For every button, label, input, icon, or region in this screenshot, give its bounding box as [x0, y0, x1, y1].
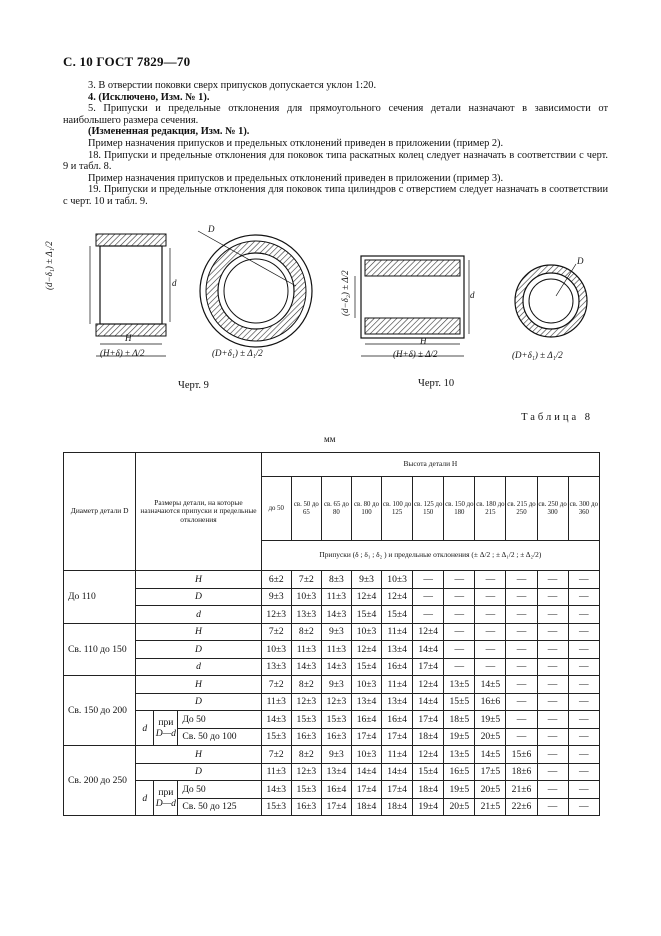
value-cell: 8±3 — [321, 571, 351, 589]
value-cell: 9±3 — [321, 676, 351, 694]
value-cell: — — [537, 588, 568, 606]
value-cell: — — [537, 711, 568, 729]
table-label: Таблица 8 — [521, 412, 593, 423]
allowance-table — [63, 452, 600, 816]
value-cell: — — [413, 588, 444, 606]
value-cell: 11±4 — [382, 623, 413, 641]
value-cell: 8±2 — [291, 746, 321, 764]
value-cell: — — [475, 641, 506, 659]
value-cell: — — [568, 781, 599, 799]
value-cell: — — [537, 781, 568, 799]
value-cell: — — [475, 606, 506, 624]
value-cell: 16±4 — [351, 711, 381, 729]
value-cell: — — [537, 693, 568, 711]
value-cell: — — [506, 711, 537, 729]
condition-pri: при — [158, 787, 174, 798]
group-label: Св. 200 до 250 — [64, 746, 136, 816]
value-cell: 18±4 — [413, 781, 444, 799]
table-unit: мм — [324, 434, 336, 444]
size-symbol: H — [136, 623, 261, 641]
value-cell: — — [568, 798, 599, 816]
value-cell: 15±3 — [321, 711, 351, 729]
body-text — [63, 80, 608, 208]
size-symbol: d — [136, 711, 154, 746]
value-cell: 18±6 — [506, 763, 537, 781]
value-cell: 7±2 — [261, 623, 291, 641]
value-cell: 15±4 — [413, 763, 444, 781]
value-cell: — — [537, 658, 568, 676]
value-cell: — — [506, 623, 537, 641]
value-cell: 14±3 — [321, 606, 351, 624]
paragraph: Пример назначения припусков и предельных отклонений приведен в приложении (пример 2). — [88, 137, 504, 149]
fig10-HH-label: (H+δ) ± Δ/2 — [393, 349, 438, 359]
value-cell: 10±3 — [291, 588, 321, 606]
figure-10-section — [350, 246, 480, 366]
value-cell: — — [506, 606, 537, 624]
condition-label — [154, 711, 178, 746]
table-row — [64, 571, 600, 589]
value-cell: — — [568, 676, 599, 694]
value-cell: 15±4 — [382, 606, 413, 624]
value-cell: 13±5 — [444, 746, 475, 764]
value-cell: 13±3 — [261, 658, 291, 676]
value-cell: 21±6 — [506, 781, 537, 799]
value-cell: 16±3 — [291, 728, 321, 746]
header-height-col: св. 250 до 300 — [537, 477, 568, 541]
value-cell: 19±4 — [413, 798, 444, 816]
value-cell: 12±4 — [413, 676, 444, 694]
value-cell: 18±5 — [444, 711, 475, 729]
value-cell: 15±3 — [261, 798, 291, 816]
paragraph: 19. Припуски и предельные отклонения для поковок типа цилиндров с отверстием следует назначать в соответствии с черт. 10 и табл. 9. — [63, 184, 608, 207]
sub-range: Св. 50 до 100 — [178, 728, 261, 746]
paragraph: 3. В отверстии поковки сверх припусков допускается уклон 1:20. — [88, 80, 377, 91]
value-cell: 18±4 — [382, 798, 413, 816]
value-cell: — — [475, 588, 506, 606]
size-symbol: D — [136, 641, 261, 659]
size-symbol: D — [136, 693, 261, 711]
header-height-col: св. 215 до 250 — [506, 477, 537, 541]
value-cell: 14±3 — [291, 658, 321, 676]
value-cell: 15±6 — [506, 746, 537, 764]
value-cell: — — [568, 693, 599, 711]
value-cell: 12±4 — [413, 623, 444, 641]
size-symbol: H — [136, 676, 261, 694]
value-cell: 20±5 — [475, 728, 506, 746]
fig10-caption: Черт. 10 — [418, 378, 455, 389]
value-cell: — — [506, 571, 537, 589]
value-cell: 20±5 — [475, 781, 506, 799]
value-cell: 18±4 — [413, 728, 444, 746]
value-cell: 17±4 — [351, 781, 381, 799]
value-cell: 16±5 — [444, 763, 475, 781]
value-cell: — — [475, 623, 506, 641]
value-cell: — — [506, 658, 537, 676]
value-cell: — — [568, 763, 599, 781]
fig9-H-label: H — [125, 333, 132, 343]
value-cell: 14±5 — [475, 746, 506, 764]
value-cell: 16±4 — [382, 658, 413, 676]
value-cell: 13±5 — [444, 676, 475, 694]
value-cell: — — [537, 571, 568, 589]
value-cell: 11±3 — [321, 641, 351, 659]
table-row — [64, 658, 600, 676]
paragraph: 4. (Исключено, Изм. № 1). — [88, 91, 210, 103]
value-cell: 14±4 — [351, 763, 381, 781]
size-symbol: D — [136, 763, 261, 781]
value-cell: 9±3 — [351, 571, 381, 589]
condition-label — [154, 781, 178, 816]
fig10-d-label: d — [470, 290, 475, 300]
table-row — [64, 588, 600, 606]
value-cell: — — [568, 728, 599, 746]
size-symbol: H — [136, 746, 261, 764]
table-row — [64, 606, 600, 624]
size-symbol: H — [136, 571, 261, 589]
header-height-col: до 50 — [261, 477, 291, 541]
fig9-d-label: d — [172, 278, 177, 288]
value-cell: 7±2 — [261, 676, 291, 694]
header-height-col: св. 50 до 65 — [291, 477, 321, 541]
figure-9-ring — [196, 226, 316, 356]
value-cell: — — [568, 658, 599, 676]
value-cell: — — [568, 641, 599, 659]
value-cell: 16±4 — [321, 781, 351, 799]
value-cell: 9±3 — [321, 746, 351, 764]
value-cell: — — [568, 571, 599, 589]
value-cell: 13±4 — [351, 693, 381, 711]
value-cell: 14±5 — [475, 676, 506, 694]
value-cell: 15±3 — [261, 728, 291, 746]
value-cell: 12±3 — [291, 693, 321, 711]
value-cell: — — [537, 676, 568, 694]
header-height-col: св. 125 до 150 — [413, 477, 444, 541]
value-cell: 11±3 — [261, 693, 291, 711]
value-cell: — — [444, 623, 475, 641]
value-cell: 13±3 — [291, 606, 321, 624]
paragraph: (Измененная редакция, Изм. № 1). — [88, 126, 250, 138]
value-cell: 15±5 — [444, 693, 475, 711]
value-cell: 8±2 — [291, 676, 321, 694]
header-height-col: св. 100 до 125 — [382, 477, 413, 541]
table-row — [64, 781, 600, 799]
group-label: До 110 — [64, 571, 136, 624]
fig10-D-label: D — [577, 256, 584, 266]
value-cell: 19±5 — [475, 711, 506, 729]
group-label: Св. 110 до 150 — [64, 623, 136, 676]
value-cell: 18±4 — [351, 798, 381, 816]
value-cell: — — [506, 693, 537, 711]
table-row — [64, 746, 600, 764]
table-row — [64, 676, 600, 694]
value-cell: 10±3 — [351, 746, 381, 764]
fig10-left-dim: (d−δ₂) ± Δ/2 — [340, 270, 350, 316]
value-cell: — — [413, 606, 444, 624]
value-cell: 17±4 — [413, 711, 444, 729]
table-row — [64, 693, 600, 711]
value-cell: — — [537, 746, 568, 764]
value-cell: 16±6 — [475, 693, 506, 711]
sub-range: Св. 50 до 125 — [178, 798, 261, 816]
value-cell: — — [568, 746, 599, 764]
value-cell: 8±2 — [291, 623, 321, 641]
value-cell: — — [444, 606, 475, 624]
value-cell: 12±4 — [351, 641, 381, 659]
value-cell: 16±3 — [321, 728, 351, 746]
table-row — [64, 763, 600, 781]
value-cell: 11±4 — [382, 746, 413, 764]
value-cell: 12±3 — [261, 606, 291, 624]
value-cell: — — [568, 606, 599, 624]
value-cell: 12±4 — [351, 588, 381, 606]
size-symbol: d — [136, 658, 261, 676]
value-cell: 9±3 — [261, 588, 291, 606]
value-cell: 12±3 — [291, 763, 321, 781]
header-height-col: св. 180 до 215 — [475, 477, 506, 541]
value-cell: 13±4 — [382, 641, 413, 659]
value-cell: — — [444, 571, 475, 589]
figure-10-ring — [506, 256, 596, 346]
value-cell: — — [506, 588, 537, 606]
value-cell: — — [444, 588, 475, 606]
value-cell: — — [444, 641, 475, 659]
value-cell: — — [537, 606, 568, 624]
size-symbol: d — [136, 781, 154, 816]
header-diameter: Диаметр детали D — [64, 453, 136, 571]
value-cell: 13±4 — [382, 693, 413, 711]
condition-dd: D—d — [155, 728, 176, 739]
value-cell: 10±3 — [351, 623, 381, 641]
value-cell: 15±4 — [351, 606, 381, 624]
header-height-col: св. 65 до 80 — [321, 477, 351, 541]
size-symbol: d — [136, 606, 261, 624]
value-cell: 14±4 — [382, 763, 413, 781]
header-allowance: Припуски (δ ; δ₁ ; δ₂ ) и предельные отклонения (± Δ/2 ; ± Δ₁/2 ; ± Δ₂/2) — [261, 541, 599, 571]
value-cell: 17±4 — [382, 728, 413, 746]
paragraph: 18. Припуски и предельные отклонения для поковок типа раскатных колец следует назначать в соответствии с черт. 9 и табл. 8. — [63, 149, 608, 173]
value-cell: 14±3 — [261, 781, 291, 799]
value-cell: 14±3 — [321, 658, 351, 676]
value-cell: — — [537, 623, 568, 641]
value-cell: 13±4 — [321, 763, 351, 781]
value-cell: 11±3 — [261, 763, 291, 781]
page-header: С. 10 ГОСТ 7829—70 — [63, 54, 191, 69]
value-cell: 14±4 — [413, 693, 444, 711]
table-row — [64, 623, 600, 641]
value-cell: — — [537, 728, 568, 746]
fig10-DD-label: (D+δ₁) ± Δ₁/2 — [512, 350, 563, 360]
group-label: Св. 150 до 200 — [64, 676, 136, 746]
value-cell: 17±4 — [351, 728, 381, 746]
size-symbol: D — [136, 588, 261, 606]
header-height-col: св. 150 до 180 — [444, 477, 475, 541]
value-cell: — — [537, 798, 568, 816]
value-cell: — — [475, 658, 506, 676]
value-cell: — — [506, 728, 537, 746]
value-cell: 22±6 — [506, 798, 537, 816]
value-cell: — — [413, 571, 444, 589]
fig9-caption: Черт. 9 — [178, 380, 209, 391]
paragraph: Пример назначения припусков и предельных отклонений приведен в приложении (пример 3). — [88, 172, 504, 184]
header-height-col: св. 300 до 360 — [568, 477, 599, 541]
value-cell: 20±5 — [444, 798, 475, 816]
value-cell: 16±4 — [382, 711, 413, 729]
value-cell: 12±4 — [382, 588, 413, 606]
value-cell: 6±2 — [261, 571, 291, 589]
value-cell: 11±3 — [291, 641, 321, 659]
value-cell: 12±4 — [413, 746, 444, 764]
value-cell: 14±3 — [261, 711, 291, 729]
sub-range: До 50 — [178, 781, 261, 799]
table-row — [64, 711, 600, 729]
value-cell: 15±3 — [291, 781, 321, 799]
value-cell: 17±5 — [475, 763, 506, 781]
value-cell: 10±3 — [261, 641, 291, 659]
table-row — [64, 641, 600, 659]
value-cell: 16±3 — [291, 798, 321, 816]
value-cell: — — [568, 588, 599, 606]
header-height: Высота детали H — [261, 453, 599, 477]
value-cell: 15±4 — [351, 658, 381, 676]
value-cell: — — [475, 571, 506, 589]
condition-pri: при — [158, 717, 174, 728]
value-cell: 21±5 — [475, 798, 506, 816]
value-cell: 17±4 — [413, 658, 444, 676]
header-sizes: Размеры детали, на которые назначаются припуски и предельные отклонения — [136, 453, 261, 571]
fig9-left-dim: (d−δ₁) ± Δ₁/2 — [44, 241, 54, 290]
value-cell: 9±3 — [321, 623, 351, 641]
value-cell: 17±4 — [382, 781, 413, 799]
value-cell: 10±3 — [382, 571, 413, 589]
value-cell: 10±3 — [351, 676, 381, 694]
value-cell: — — [506, 641, 537, 659]
value-cell: 7±2 — [291, 571, 321, 589]
value-cell: — — [568, 623, 599, 641]
value-cell: — — [537, 641, 568, 659]
value-cell: — — [444, 658, 475, 676]
paragraph: 5. Припуски и предельные отклонения для прямоугольного сечения детали назначают в зависимости от наибольшего размера сечения. — [63, 103, 608, 126]
value-cell: — — [506, 676, 537, 694]
condition-dd: D—d — [155, 798, 176, 809]
fig9-DD-label: (D+δ₁) ± Δ₁/2 — [212, 348, 263, 358]
fig9-D-label: D — [208, 224, 215, 234]
fig10-H-label: H — [420, 336, 427, 346]
value-cell: 19±5 — [444, 781, 475, 799]
value-cell: 19±5 — [444, 728, 475, 746]
fig9-HH-label: (H+δ) ± Δ/2 — [100, 348, 145, 358]
value-cell: — — [568, 711, 599, 729]
value-cell: 11±3 — [321, 588, 351, 606]
value-cell: 17±4 — [321, 798, 351, 816]
value-cell: 11±4 — [382, 676, 413, 694]
value-cell: 15±3 — [291, 711, 321, 729]
value-cell: 7±2 — [261, 746, 291, 764]
sub-range: До 50 — [178, 711, 261, 729]
header-height-col: св. 80 до 100 — [351, 477, 381, 541]
value-cell: 14±4 — [413, 641, 444, 659]
value-cell: 12±3 — [321, 693, 351, 711]
value-cell: — — [537, 763, 568, 781]
